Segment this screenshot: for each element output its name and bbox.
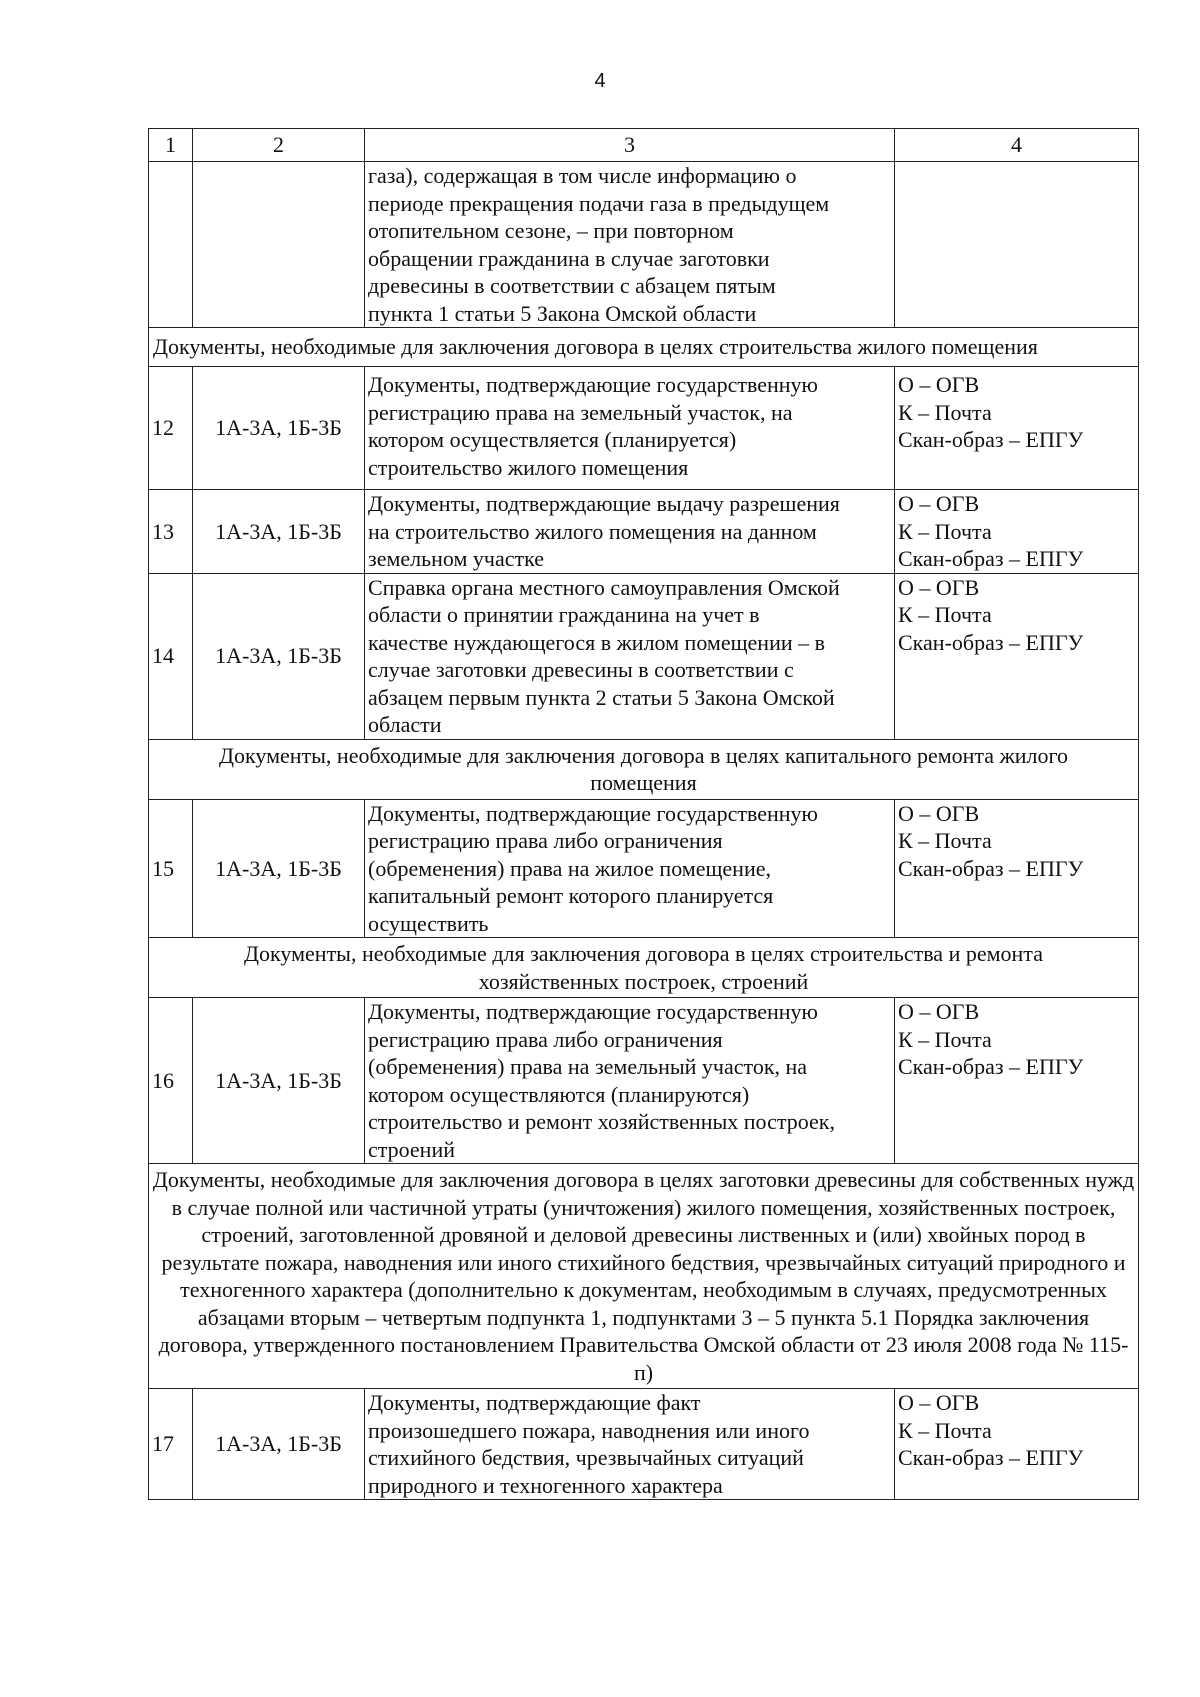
row-codes: 1А-3А, 1Б-3Б [193,490,365,574]
table-row [149,1389,1139,1500]
method-line: К – Почта [898,602,992,627]
section-heading: Документы, необходимые для заключения договора в целях капитального ремонта жилого помещения [149,739,1139,799]
row-methods [895,573,1139,739]
row-description [365,162,895,328]
header-col-1: 1 [149,129,193,162]
description-line: стихийного бедствия, чрезвычайных ситуаций [368,1445,804,1470]
description-line: строительство и ремонт хозяйственных построек, [368,1109,835,1134]
description-line: произошедшего пожара, наводнения или иного [368,1417,810,1443]
description-line: строений [368,1136,456,1162]
row-methods [895,367,1139,490]
row-methods [895,799,1139,938]
header-col-3: 3 [365,129,895,162]
description-line: древесины в соответствии с абзацем пятым [368,273,776,298]
description-line: Документы, подтверждающие государственную [368,999,818,1024]
description-line: Документы, подтверждающие государственную [368,372,818,397]
description-line: пункта 1 статьи 5 Закона Омской области [368,300,757,326]
description-line: котором осуществляется (планируется) [368,427,737,452]
section-row-capital-repair [149,739,1139,799]
row-description [365,1389,895,1500]
header-col-2: 2 [193,129,365,162]
table-row [149,799,1139,938]
description-line: Документы, подтверждающие факт [368,1390,701,1415]
row-codes: 1А-3А, 1Б-3Б [193,573,365,739]
table-header-row [149,129,1139,162]
table-row-continuation [149,162,1139,328]
description-line: природного и техногенного характера [368,1472,723,1498]
description-line: качестве нуждающегося в жилом помещении – в [368,629,826,655]
row-description [365,573,895,739]
method-line: О – ОГВ [898,1390,980,1415]
row-codes: 1А-3А, 1Б-3Б [193,998,365,1164]
row-number: 12 [149,367,193,490]
table-row [149,490,1139,574]
section-heading: Документы, необходимые для заключения договора в целях строительства и ремонта хозяйственных построек, строений [149,938,1139,998]
row-description [365,998,895,1164]
method-line: К – Почта [898,399,992,425]
description-line: Документы, подтверждающие выдачу разрешения [368,491,840,516]
row-description [365,799,895,938]
method-line: Скан-образ – ЕПГУ [898,546,1084,571]
method-line: Скан-образ – ЕПГУ [898,1054,1084,1079]
row-codes: 1А-3А, 1Б-3Б [193,367,365,490]
row-codes: 1А-3А, 1Б-3Б [193,1389,365,1500]
method-line: О – ОГВ [898,372,980,397]
row-methods [895,162,1139,328]
row-codes: 1А-3А, 1Б-3Б [193,799,365,938]
section-heading: Документы, необходимые для заключения договора в целях заготовки древесины для собственных нужд в случае полной или частичной утраты (уничтожения) жилого помещения, хозяйственных построек, строений, заготовленной дровяной и деловой древесины лиственных и (или) хвойных пород в результате пожара, наводнения или иного стихийного бедствия, чрезвычайных ситуаций природного и техногенного характера (дополнительно к документам, необходимым в случаях, предусмотренных абзацами вторым – четвертым подпункта 1, подпунктами 3 – 5 пункта 5.1 Порядка заключения договора, утвержденного постановлением Правительства Омской области от 23 июля 2008 года № 115-п) [149,1164,1139,1389]
row-description [365,490,895,574]
method-line: Скан-образ – ЕПГУ [898,629,1084,655]
method-line: О – ОГВ [898,491,980,516]
description-line: регистрацию права либо ограничения [368,1026,723,1052]
method-line: О – ОГВ [898,574,980,600]
description-line: на строительство жилого помещения на данном [368,518,817,544]
method-line: О – ОГВ [898,999,980,1024]
description-line: (обременения) права на земельный участок, на [368,1054,808,1079]
description-line: области о принятии гражданина на учет в [368,602,760,627]
description-line: газа), содержащая в том числе информацию о [368,163,797,188]
row-codes [193,162,365,328]
method-line: Скан-образ – ЕПГУ [898,1445,1084,1470]
description-line: Справка органа местного самоуправления Омской [368,574,840,600]
row-number: 17 [149,1389,193,1500]
method-line: К – Почта [898,1417,992,1443]
row-number: 14 [149,573,193,739]
row-number: 16 [149,998,193,1164]
description-line: капитальный ремонт которого планируется [368,883,774,908]
method-line: Скан-образ – ЕПГУ [898,427,1084,452]
description-line: (обременения) права на жилое помещение, [368,855,771,881]
description-line: отопительном сезоне, – при повторном [368,218,734,243]
description-line: осуществить [368,910,489,936]
row-methods [895,998,1139,1164]
documents-table [148,128,1139,1500]
method-line: К – Почта [898,828,992,853]
description-line: случае заготовки древесины в соответствии с [368,657,794,682]
row-methods [895,1389,1139,1500]
section-row-timber-disaster [149,1164,1139,1389]
method-line: К – Почта [898,1026,992,1052]
description-line: абзацем первым пункта 2 статьи 5 Закона Омской [368,684,835,710]
description-line: земельном участке [368,546,545,571]
section-heading: Документы, необходимые для заключения договора в целях строительства жилого помещения [149,328,1139,367]
section-row-outbuildings [149,938,1139,998]
row-methods [895,490,1139,574]
row-number: 13 [149,490,193,574]
description-line: Документы, подтверждающие государственную [368,800,818,826]
table-row [149,998,1139,1164]
page-number: 4 [594,70,606,92]
table-row [149,573,1139,739]
description-line: котором осуществляются (планируются) [368,1081,750,1107]
row-number: 15 [149,799,193,938]
method-line: О – ОГВ [898,800,980,826]
description-line: регистрацию права на земельный участок, на [368,399,793,425]
description-line: периоде прекращения подачи газа в предыдущем [368,190,830,216]
method-line: Скан-образ – ЕПГУ [898,855,1084,881]
description-line: области [368,712,442,737]
section-row-construction [149,328,1139,367]
description-line: строительство жилого помещения [368,454,689,480]
description-line: регистрацию права либо ограничения [368,828,723,853]
method-line: К – Почта [898,518,992,544]
header-col-4: 4 [895,129,1139,162]
row-number [149,162,193,328]
table-row [149,367,1139,490]
row-description [365,367,895,490]
description-line: обращении гражданина в случае заготовки [368,245,770,271]
